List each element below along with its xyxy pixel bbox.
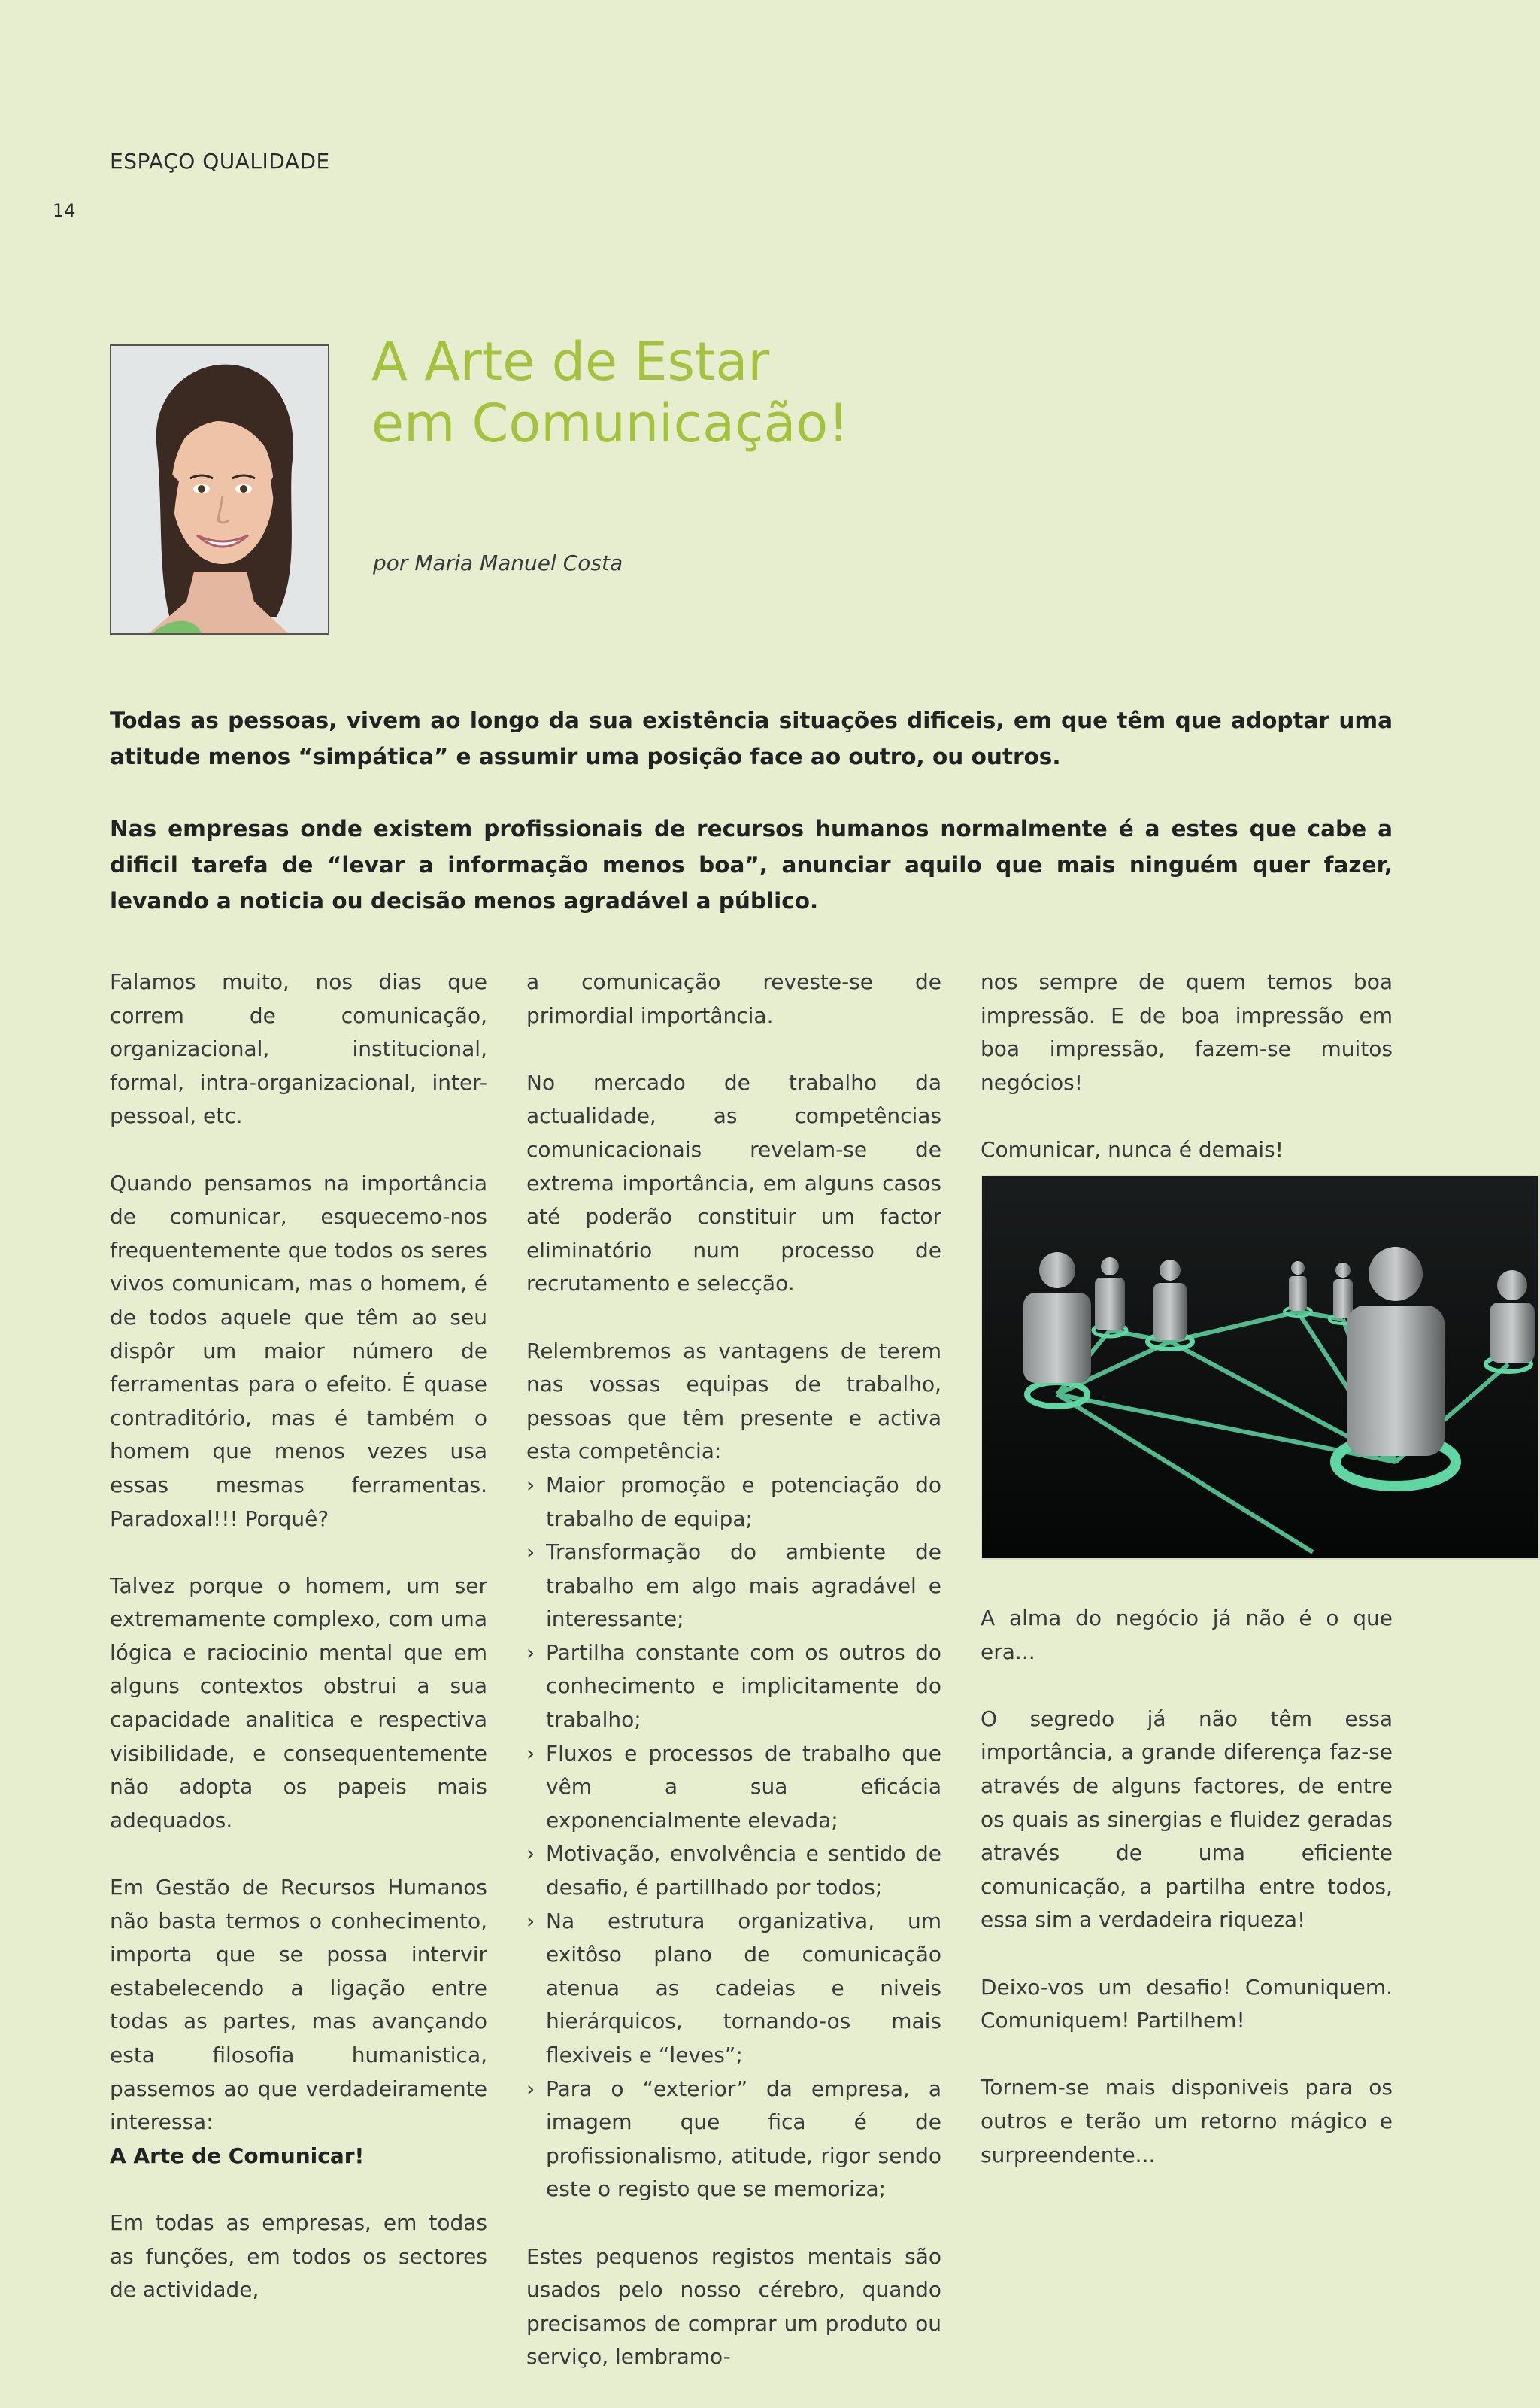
list-item (526, 1905, 941, 2073)
bold-phrase: A Arte de Comunicar! (110, 2143, 365, 2168)
paragraph (110, 1871, 487, 2140)
list-item-text: Transformação do ambiente de trabalho em algo mais agradável e interessante; (546, 1539, 941, 1632)
column-1 (110, 966, 487, 2340)
paragraph-text: Em Gestão de Recursos Humanos não basta termos o conhecimento, importa que se possa intervir estabelecendo a ligação entre todas as partes, mas avançando esta filosofia humanistica, passemos ao que verdadeiramente interessa: (110, 1875, 487, 2135)
list-item (526, 1536, 941, 1636)
list-item (526, 1737, 941, 1838)
column-2 (526, 966, 941, 2408)
list-item-text: Fluxos e processos de trabalho que vêm a sua eficácia exponencialmente elevada; (546, 1740, 941, 1833)
article-title (371, 331, 849, 454)
paragraph: Relembremos as vantagens de terem nas vossas equipas de trabalho, pessoas que têm presente e activa esta competência: (526, 1338, 941, 1464)
list-item (526, 2073, 941, 2206)
page-number: 14 (53, 200, 76, 221)
list-item-text: Motivação, envolvência e sentido de desafio, é partillhado por todos; (546, 1841, 941, 1900)
paragraph: A alma do negócio já não é o que era... (981, 1606, 1393, 1664)
paragraph: a comunicação reveste-se de primordial importância. (526, 969, 941, 1028)
intro-paragraph: Nas empresas onde existem profissionais de recursos humanos normalmente é a estes que cabe a dificil tarefa de “levar a informação menos boa”, anunciar aquilo que mais ninguém quer fazer, levando a noticia ou decisão menos agradável a público. (110, 816, 1393, 914)
bullet-icon: › (526, 1472, 535, 1497)
list-item (526, 1837, 941, 1904)
author-portrait (110, 344, 329, 635)
title-line-1: A Arte de Estar (371, 331, 770, 393)
advantages-list (526, 1469, 941, 2206)
bullet-icon: › (526, 1841, 535, 1867)
byline: por Maria Manuel Costa (373, 550, 623, 575)
bullet-icon: › (526, 1908, 535, 1933)
list-item-text: Maior promoção e potenciação do trabalho de equipa; (546, 1472, 941, 1531)
intro-text (110, 702, 1393, 955)
title-line-2: em Comunicação! (371, 393, 850, 454)
list-item (526, 1469, 941, 1536)
bullet-icon: › (526, 2076, 535, 2101)
bullet-icon: › (526, 1740, 535, 1766)
list-item (526, 1636, 941, 1737)
bullet-icon: › (526, 1539, 535, 1565)
paragraph: No mercado de trabalho da actualidade, as competências comunicacionais revelam-se de extrema importância, em alguns casos até poderão constituir um factor eliminatório num processo de recrutamento e selecção. (526, 1069, 941, 1296)
paragraph: O segredo já não têm essa importância, a grande diferença faz-se através de alguns factores, de entre os quais as sinergias e fluidez geradas através de uma eficiente comunicação, a partilha entre todos, essa sim a verdadeira riqueza! (981, 1706, 1393, 1933)
paragraph: Quando pensamos na importância de comunicar, esquecemo-nos frequentemente que todos os seres vivos comunicam, mas o homem, é de todos aquele que têm ao seu dispôr um maior número de ferramentas para o efeito. É quase contraditório, mas é também o homem que menos vezes usa essas mesmas ferramentas. Paradoxal!!! Porquê? (110, 1170, 487, 1531)
paragraph: Talvez porque o homem, um ser extremamente complexo, com uma lógica e raciocinio mental que em alguns contextos obstrui a sua capacidade analitica e respectiva visibilidade, e consequentemente não adopta os papeis mais adequados. (110, 1572, 487, 1833)
column-3-top (981, 966, 1393, 1200)
paragraph: Falamos muito, nos dias que correm de comunicação, organizacional, institucional, formal, intra-organizacional, inter-pessoal, etc. (110, 969, 487, 1129)
column-3-bottom (981, 1602, 1393, 2206)
network-illustration (981, 1175, 1540, 1560)
intro-paragraph: Todas as pessoas, vivem ao longo da sua existência situações dificeis, em que têm que adoptar uma atitude menos “simpática” e assumir uma posição face ao outro, ou outros. (110, 708, 1393, 769)
paragraph: Deixo-vos um desafio! Comuniquem. Comuniquem! Partilhem! (981, 1974, 1393, 2033)
bullet-icon: › (526, 1639, 535, 1665)
list-item-text: Partilha constante com os outros do conhecimento e implicitamente do trabalho; (546, 1639, 941, 1733)
paragraph: Comunicar, nunca é demais! (981, 1136, 1284, 1162)
paragraph: Estes pequenos registos mentais são usados pelo nosso cérebro, quando precisamos de comprar um produto ou serviço, lembramo- (526, 2243, 941, 2370)
paragraph: Em todas as empresas, em todas as funções, em todos os sectores de actividade, (110, 2209, 487, 2303)
list-item-text: Para o “exterior” da empresa, a imagem que fica é de profissionalismo, atitude, rigor sendo este o registo que se memoriza; (546, 2076, 941, 2202)
list-item-text: Na estrutura organizativa, um exitôso plano de comunicação atenua as cadeias e niveis hierárquicos, tornando-os mais flexiveis e “leves”; (546, 1908, 941, 2067)
section-label: ESPAÇO QUALIDADE (110, 149, 330, 174)
paragraph: Tornem-se mais disponiveis para os outros e terão um retorno mágico e surpreendente... (981, 2075, 1393, 2167)
paragraph: nos sempre de quem temos boa impressão. E de boa impressão em boa impressão, fazem-se muitos negócios! (981, 969, 1393, 1095)
